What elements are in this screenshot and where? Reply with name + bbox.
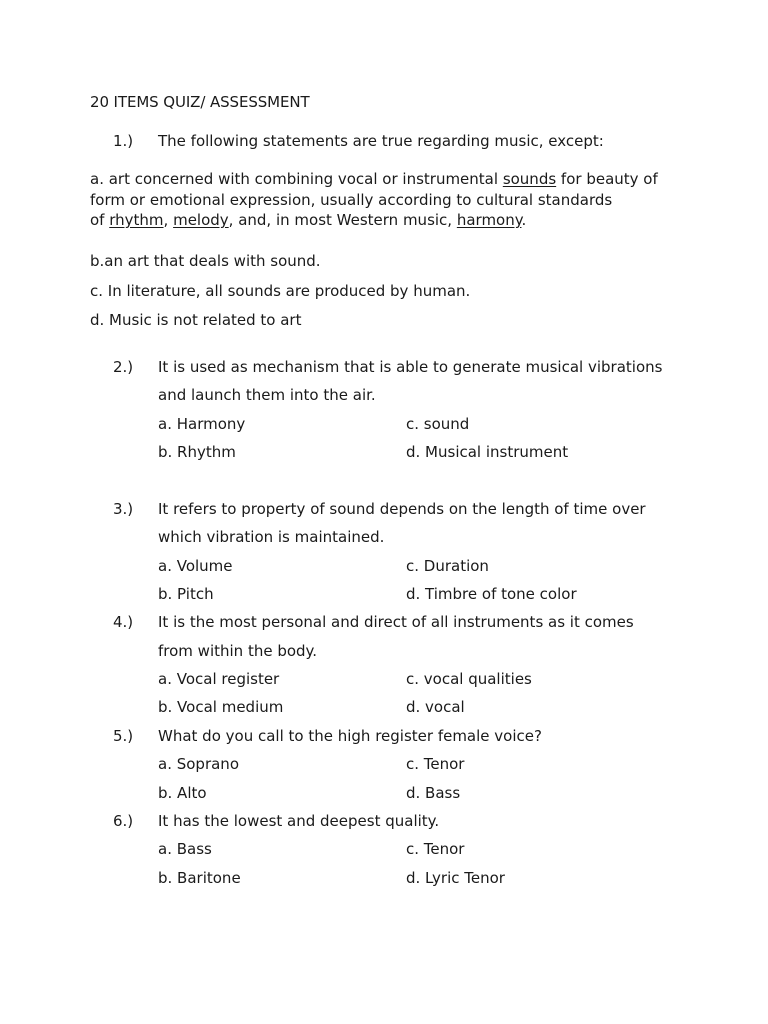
question-4-option-b: b. Vocal medium bbox=[158, 698, 284, 716]
question-1-option-a-line-3 bbox=[90, 211, 526, 229]
question-6-option-c: c. Tenor bbox=[406, 840, 465, 858]
question-1-option-a-line-2: form or emotional expression, usually according to cultural standards bbox=[90, 191, 613, 209]
option-a-text: , and, in most Western music, bbox=[228, 211, 457, 229]
question-6-option-b: b. Baritone bbox=[158, 869, 241, 887]
question-6-text-line-1: It has the lowest and deepest quality. bbox=[158, 812, 440, 830]
rhythm-link[interactable]: rhythm bbox=[109, 211, 164, 229]
question-5-text-line-1: What do you call to the high register female voice? bbox=[158, 727, 542, 745]
question-5-option-b: b. Alto bbox=[158, 784, 207, 802]
question-5-option-d: d. Bass bbox=[406, 784, 461, 802]
question-2-number: 2.) bbox=[113, 358, 134, 376]
sounds-link[interactable]: sounds bbox=[502, 170, 557, 188]
question-1-number: 1.) bbox=[113, 132, 134, 150]
question-5-option-c: c. Tenor bbox=[406, 755, 465, 773]
question-2-option-a: a. Harmony bbox=[158, 415, 246, 433]
question-3-option-a: a. Volume bbox=[158, 557, 233, 575]
question-2-option-b: b. Rhythm bbox=[158, 443, 236, 461]
question-4-number: 4.) bbox=[113, 613, 134, 631]
question-3-text-line-1: It refers to property of sound depends on the length of time over bbox=[158, 500, 646, 518]
question-2-option-d: d. Musical instrument bbox=[406, 443, 569, 461]
question-6-option-a: a. Bass bbox=[158, 840, 212, 858]
question-4-option-d: d. vocal bbox=[406, 698, 465, 716]
question-3-text-line-2: which vibration is maintained. bbox=[158, 528, 385, 546]
question-4-text-line-1: It is the most personal and direct of all instruments as it comes bbox=[158, 613, 634, 631]
question-3-number: 3.) bbox=[113, 500, 134, 518]
harmony-link[interactable]: harmony bbox=[456, 211, 522, 229]
question-4-text-line-2: from within the body. bbox=[158, 642, 318, 660]
question-6-option-d: d. Lyric Tenor bbox=[406, 869, 505, 887]
option-a-text: . bbox=[521, 211, 527, 229]
question-3-option-b: b. Pitch bbox=[158, 585, 214, 603]
option-a-text: , bbox=[163, 211, 174, 229]
question-2-text-line-2: and launch them into the air. bbox=[158, 386, 376, 404]
option-a-text: of bbox=[90, 211, 110, 229]
question-1-option-a-line-1 bbox=[90, 170, 658, 188]
question-2-option-c: c. sound bbox=[406, 415, 470, 433]
question-4-option-c: c. vocal qualities bbox=[406, 670, 532, 688]
question-4-option-a: a. Vocal register bbox=[158, 670, 280, 688]
document-title: 20 ITEMS QUIZ/ ASSESSMENT bbox=[90, 93, 310, 111]
question-3-option-c: c. Duration bbox=[406, 557, 489, 575]
option-a-text: for beauty of bbox=[556, 170, 658, 188]
question-5-option-a: a. Soprano bbox=[158, 755, 239, 773]
question-1-option-d: d. Music is not related to art bbox=[90, 311, 302, 329]
question-6-number: 6.) bbox=[113, 812, 134, 830]
question-1-option-b: b.an art that deals with sound. bbox=[90, 252, 321, 270]
melody-link[interactable]: melody bbox=[173, 211, 229, 229]
question-5-number: 5.) bbox=[113, 727, 134, 745]
question-1-option-c: c. In literature, all sounds are produced by human. bbox=[90, 282, 471, 300]
question-1-text: The following statements are true regarding music, except: bbox=[158, 132, 604, 150]
option-a-text: a. art concerned with combining vocal or instrumental bbox=[90, 170, 503, 188]
question-2-text-line-1: It is used as mechanism that is able to generate musical vibrations bbox=[158, 358, 663, 376]
question-3-option-d: d. Timbre of tone color bbox=[406, 585, 577, 603]
